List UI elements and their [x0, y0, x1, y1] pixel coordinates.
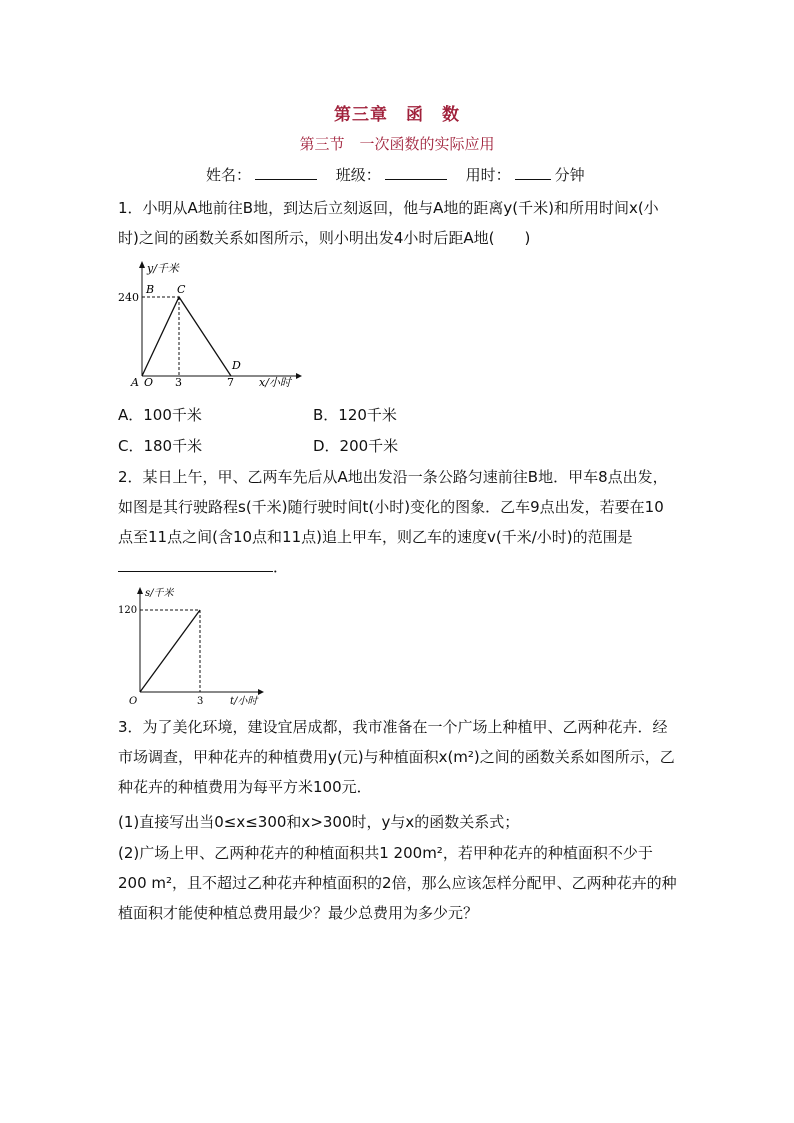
time-label: 用时： — [465, 166, 511, 184]
x-tick-3: 3 — [197, 696, 204, 707]
y-axis-arrow-icon — [139, 261, 145, 268]
name-blank[interactable] — [255, 165, 317, 180]
x-axis-label: x/小时 — [259, 376, 291, 388]
x-tick-7: 7 — [227, 376, 234, 388]
question-2-body: 2．某日上午，甲、乙两车先后从A地出发沿一条公路匀速前往B地．甲车8点出发，如图是其行驶路程s(千米)随行驶时间t(小时)变化的图象．乙车9点出发，若要在10点至11点之间(含10点和11点)追上甲车，则乙车的速度v(千米/小时)的范围是 — [118, 468, 668, 546]
origin-label: O — [144, 376, 154, 388]
distance-graph-line — [142, 297, 231, 376]
q2-graph — [118, 582, 268, 710]
q1-graph — [118, 256, 308, 388]
x-axis-arrow-icon — [296, 373, 302, 379]
time-unit: 分钟 — [554, 166, 585, 184]
y-axis-label: y/千米 — [147, 262, 179, 275]
time-blank[interactable] — [515, 165, 551, 180]
option-d[interactable]: D．200千米 — [313, 437, 399, 455]
question-2-text — [118, 462, 678, 582]
question-3-part-2: (2)广场上甲、乙两种花卉的种植面积共1 200m²，若甲种花卉的种植面积不少于200 m²，且不超过乙种花卉种植面积的2倍，那么应该怎样分配甲、乙两种花卉的种植面积才能使种植总费用最少？最少总费用为多少元？ — [118, 844, 677, 922]
option-b[interactable]: B．120千米 — [313, 406, 397, 424]
y-tick-120: 120 — [118, 605, 138, 616]
student-info-line — [206, 164, 585, 185]
question-3-part-1: (1)直接写出当0≤x≤300和x>300时，y与x的函数关系式； — [118, 813, 520, 831]
point-a-label: A — [131, 376, 139, 388]
x-axis-arrow-icon — [258, 689, 264, 695]
option-a[interactable]: A．100千米 — [118, 406, 202, 424]
class-blank[interactable] — [385, 165, 447, 180]
origin-label: O — [129, 696, 138, 707]
y-axis-arrow-icon — [137, 587, 143, 594]
point-b-label: B — [146, 283, 155, 296]
x-axis-label: t/小时 — [230, 696, 258, 707]
section-title: 第三节 一次函数的实际应用 — [299, 135, 495, 153]
name-label: 姓名： — [206, 166, 252, 184]
y-axis-label: s/千米 — [145, 588, 174, 599]
point-c-label: C — [177, 283, 186, 296]
q2-answer-blank[interactable] — [118, 557, 273, 572]
distance-time-line — [140, 610, 200, 692]
x-tick-3: 3 — [175, 376, 182, 388]
question-3-intro: 3．为了美化环境，建设宜居成都，我市准备在一个广场上种植甲、乙两种花卉．经市场调查，甲种花卉的种植费用y(元)与种植面积x(m²)之间的函数关系如图所示，乙种花卉的种植费用为每平方米100元． — [118, 718, 675, 796]
question-1-text: 1．小明从A地前往B地，到达后立刻返回，他与A地的距离y(千米)和所用时间x(小时)之间的函数关系如图所示，则小明出发4小时后距A地( ) — [118, 199, 659, 247]
point-d-label: D — [232, 359, 241, 372]
chapter-title: 第三章 函 数 — [334, 105, 460, 125]
class-label: 班级： — [335, 166, 381, 184]
option-c[interactable]: C．180千米 — [118, 437, 203, 455]
y-tick-240: 240 — [118, 291, 139, 304]
q2-end-mark: ． — [273, 558, 289, 576]
